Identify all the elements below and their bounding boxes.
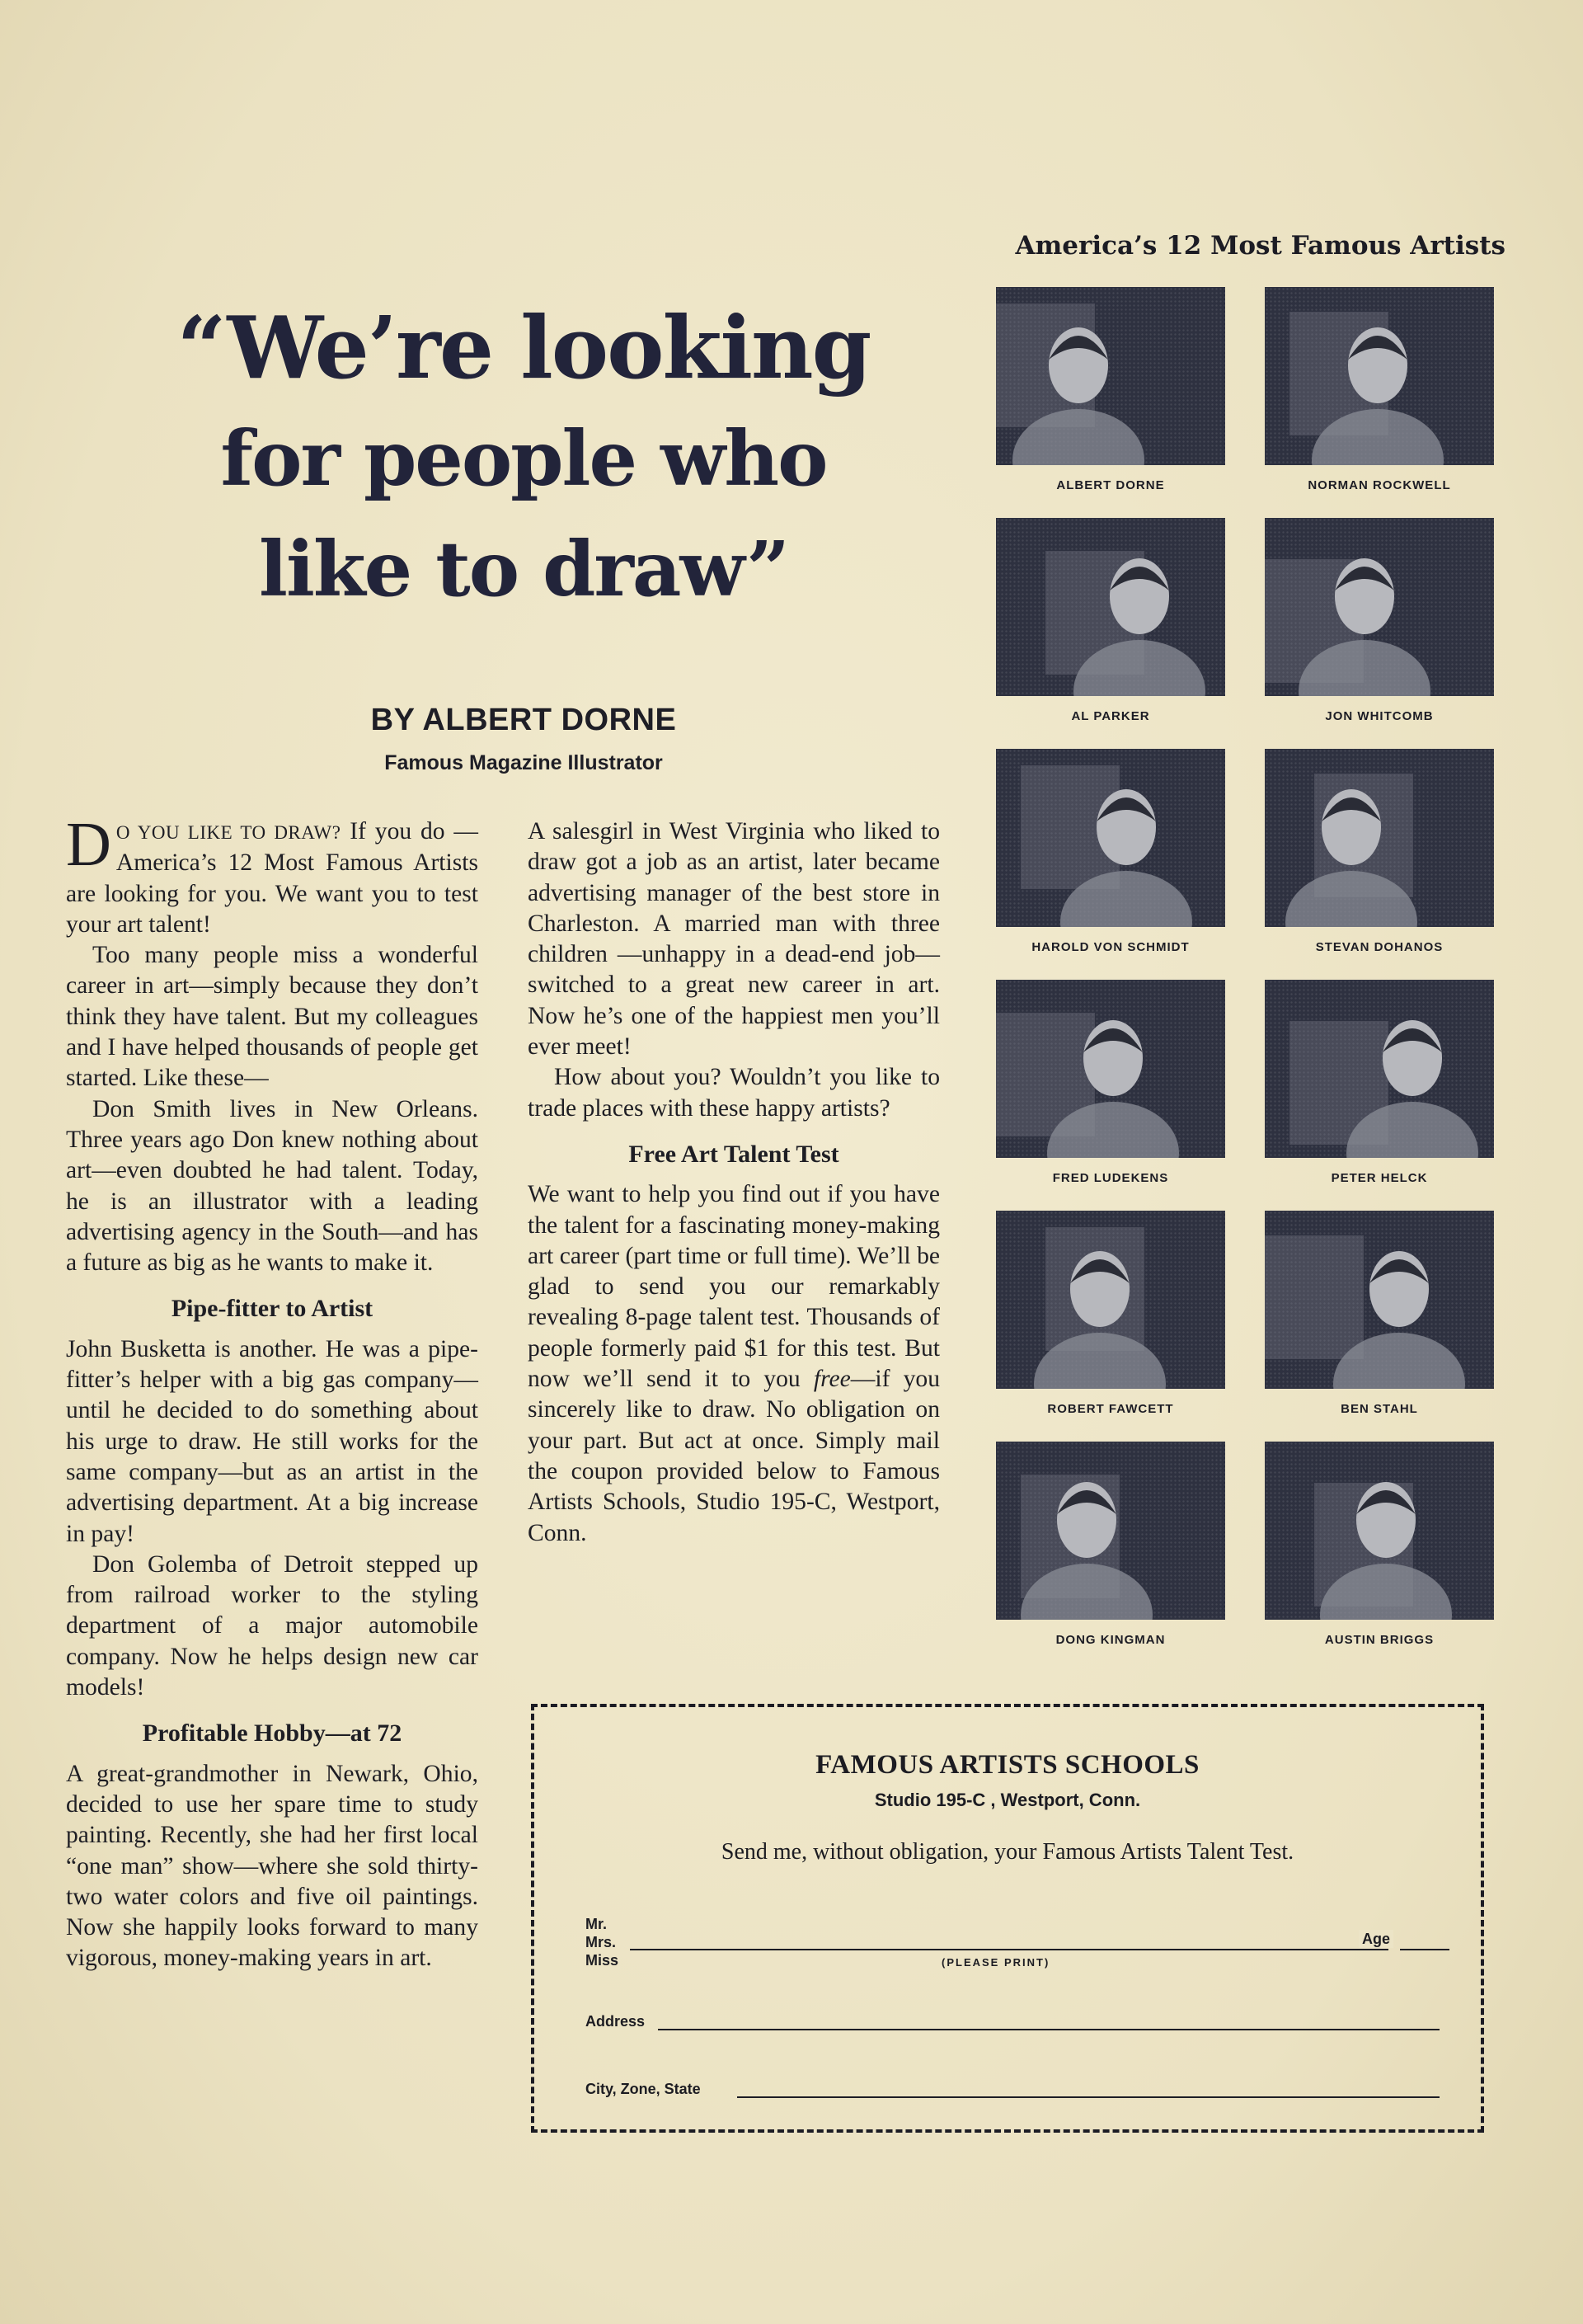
artist-name-caption: ROBERT FAWCETT	[1047, 1402, 1174, 1416]
artist-name-caption: PETER HELCK	[1331, 1171, 1428, 1185]
article-column-2	[528, 816, 940, 1549]
paragraph: Don Golemba of Detroit stepped up from railroad worker to the styling department of a major automobile company. Now he helps design new car models!	[66, 1550, 478, 1701]
artist-portrait-photo	[996, 287, 1225, 465]
free-emphasis: free	[813, 1366, 851, 1393]
age-field[interactable]	[1400, 1949, 1449, 1950]
paragraph: How about you? Wouldn’t you like to trade places with these happy artists?	[528, 1064, 940, 1122]
coupon-title: FAMOUS ARTISTS SCHOOLS	[815, 1750, 1200, 1780]
headline-line-3: like to draw”	[259, 525, 788, 614]
intro-text: If you do —America’s 12 Most Famous Artists are looking for you. We want you to test your art talent!	[66, 818, 478, 938]
artist-portrait-photo	[1265, 980, 1494, 1158]
portrait-silhouette-icon	[1265, 980, 1494, 1158]
label-mr: Mr.	[585, 1916, 608, 1932]
artist-portrait-card	[996, 980, 1225, 1185]
artist-portrait-card	[1265, 1442, 1494, 1647]
headline-line-1: “We’re looking	[176, 297, 871, 398]
portrait-silhouette-icon	[996, 287, 1225, 465]
artist-portrait-photo	[1265, 287, 1494, 465]
artist-portrait-photo	[996, 518, 1225, 696]
artist-portrait-card	[996, 1211, 1225, 1416]
drop-cap: D	[66, 810, 111, 879]
artist-portrait-card	[996, 749, 1225, 954]
article-column-1	[66, 810, 478, 1974]
portrait-silhouette-icon	[996, 749, 1225, 927]
portrait-silhouette-icon	[1265, 1211, 1494, 1389]
please-print-note: (PLEASE PRINT)	[942, 1956, 1050, 1969]
label-city-zone-state: City, Zone, State	[585, 2081, 701, 2097]
intro-paragraph	[66, 810, 478, 940]
artist-name-caption: BEN STAHL	[1341, 1402, 1418, 1416]
artist-name-caption: STEVAN DOHANOS	[1315, 940, 1444, 954]
artist-portrait-photo	[1265, 749, 1494, 927]
artist-name-caption: HAROLD VON SCHMIDT	[1031, 940, 1190, 954]
subhead-free-talent-test: Free Art Talent Test	[628, 1140, 839, 1168]
artist-portrait-card	[1265, 980, 1494, 1185]
portrait-silhouette-icon	[1265, 1442, 1494, 1620]
artist-name-caption: NORMAN ROCKWELL	[1308, 478, 1451, 492]
artist-portrait-photo	[1265, 1211, 1494, 1389]
artist-portrait-card	[996, 287, 1225, 492]
intro-smallcaps: O YOU LIKE TO DRAW?	[115, 822, 341, 843]
portrait-silhouette-icon	[996, 980, 1225, 1158]
paragraph: Don Smith lives in New Orleans. Three years ago Don knew nothing about art—even doubted he had talent. Today, he is an illustrator with a leading advertising agency in the South—and has a future as big as he wants to make it.	[66, 1095, 478, 1277]
byline-author: BY ALBERT DORNE	[370, 703, 677, 737]
name-field[interactable]	[630, 1949, 1388, 1950]
address-field[interactable]	[658, 2029, 1440, 2030]
artist-portrait-photo	[1265, 1442, 1494, 1620]
artist-portrait-card	[1265, 518, 1494, 723]
artist-portrait-photo	[1265, 518, 1494, 696]
artist-portrait-card	[1265, 1211, 1494, 1416]
portrait-silhouette-icon	[1265, 518, 1494, 696]
artist-portrait-card	[1265, 287, 1494, 492]
portrait-silhouette-icon	[996, 1442, 1225, 1620]
artist-portrait-photo	[996, 1442, 1225, 1620]
artists-panel-title: America’s 12 Most Famous Artists	[1015, 231, 1505, 261]
artist-name-caption: FRED LUDEKENS	[1052, 1171, 1169, 1185]
portrait-silhouette-icon	[1265, 287, 1494, 465]
paragraph-text: We want to help you find out if you have the talent for a fascinating money-making art career (part time or full time). We’ll be glad to send you our remarkably revealing 8-page talent test. Thousands of people formerly paid $1 for this test. But now we’ll send it to you	[528, 1181, 940, 1393]
artist-portrait-card	[996, 1442, 1225, 1647]
artist-portrait-photo	[996, 749, 1225, 927]
label-mrs: Mrs.	[585, 1934, 617, 1950]
artist-portrait-photo	[996, 980, 1225, 1158]
subhead-pipe-fitter: Pipe-fitter to Artist	[171, 1295, 373, 1323]
city-zone-state-field[interactable]	[737, 2096, 1440, 2098]
coupon-instructions: Send me, without obligation, your Famous Artists Talent Test.	[721, 1839, 1294, 1865]
artist-portrait-card	[1265, 749, 1494, 954]
portrait-silhouette-icon	[1265, 749, 1494, 927]
headline-line-2: for people who	[220, 414, 827, 503]
artist-name-caption: ALBERT DORNE	[1056, 478, 1165, 492]
byline-subtitle: Famous Magazine Illustrator	[384, 751, 663, 774]
mail-coupon	[531, 1704, 1484, 2133]
paragraph: A great-grandmother in Newark, Ohio, decided to use her spare time to study painting. Recently, she had her first local “one man” show—where she sold thirty-two water colors and five oil paintings. Now she happily looks forward to many vigorous, money-making years in art.	[66, 1760, 478, 1972]
artist-name-caption: DONG KINGMAN	[1055, 1633, 1166, 1647]
label-age: Age	[1359, 1930, 1393, 1948]
label-miss: Miss	[585, 1952, 619, 1969]
paragraph: Too many people miss a wonderful career in art—simply because they don’t think they have talent. But my colleagues and I have helped thousands of people get started. Like these—	[66, 942, 478, 1092]
paragraph: John Busketta is another. He was a pipe-fitter’s helper with a big gas company—until he decided to do something about his urge to draw. He still works for the same company—but as an artist in the advertising department. At a big increase in pay!	[66, 1335, 478, 1547]
artist-portrait-photo	[996, 1211, 1225, 1389]
label-address: Address	[585, 2013, 646, 2030]
paragraph	[528, 1179, 940, 1549]
coupon-studio-address: Studio 195-C , Westport, Conn.	[874, 1790, 1141, 1810]
subhead-profitable-hobby: Profitable Hobby—at 72	[142, 1719, 402, 1748]
artist-name-caption: AUSTIN BRIGGS	[1324, 1633, 1435, 1647]
headline	[157, 293, 890, 624]
artist-portrait-card	[996, 518, 1225, 723]
paragraph: A salesgirl in West Virginia who liked to draw got a job as an artist, later became advertising manager of the best store in Charleston. A married man with three children —unhappy in a dead-end job— switched to a great new career in art. Now he’s one of the happiest men you’ll ever meet!	[528, 818, 940, 1061]
portrait-silhouette-icon	[996, 1211, 1225, 1389]
artist-name-caption: JON WHITCOMB	[1325, 709, 1434, 723]
paragraph-text: —if you sincerely like to draw. No obligation on your part. But act at once. Simply mail the coupon provided below to Famous Artists Schools, Studio 195-C, Westport, Conn.	[528, 1366, 940, 1546]
portrait-silhouette-icon	[996, 518, 1225, 696]
artist-name-caption: AL PARKER	[1071, 709, 1150, 723]
